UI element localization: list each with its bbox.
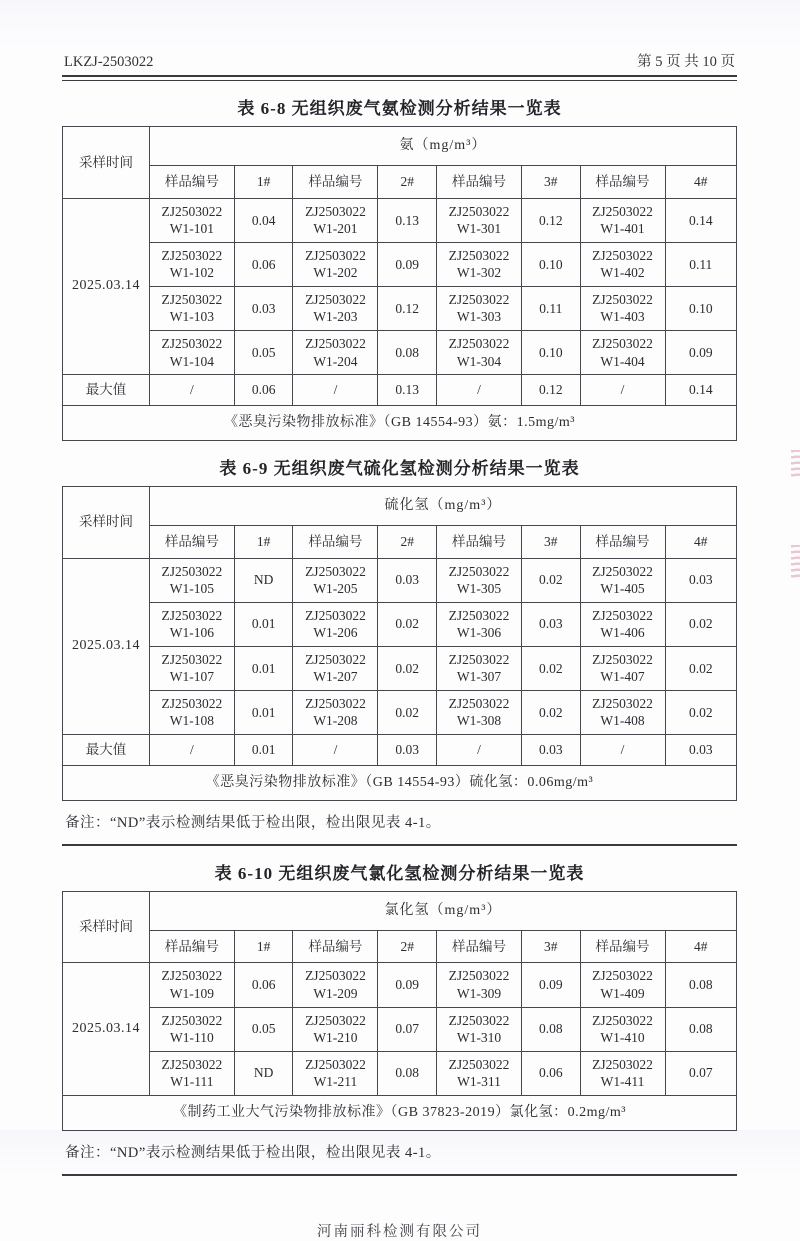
sample-id: ZJ2503022 W1-209 [293,963,378,1007]
result-value: 0.08 [378,331,437,375]
max-value: 0.03 [665,734,737,765]
table-6-9-title: 表 6-9 无组织废气硫化氢检测分析结果一览表 [219,458,580,478]
sample-id: ZJ2503022 W1-307 [437,646,522,690]
standard-limit-line: 《恶臭污染物排放标准》（GB 14554-93）硫化氢：0.06mg/m³ [63,765,737,800]
sample-id-header: 样品编号 [580,166,665,199]
sample-id: ZJ2503022 W1-406 [580,602,665,646]
sample-id: ZJ2503022 W1-310 [437,1007,522,1051]
max-value: 0.14 [665,375,737,406]
sampling-point-header: 3# [521,166,580,199]
sampling-point-header: 1# [234,166,293,199]
result-value: 0.05 [234,1007,293,1051]
sample-id: ZJ2503022 W1-301 [437,198,522,242]
sampling-time-header: 采样时间 [63,486,150,558]
sample-id: ZJ2503022 W1-407 [580,646,665,690]
sample-id: ZJ2503022 W1-402 [580,242,665,286]
result-value: 0.07 [378,1007,437,1051]
sample-id: ZJ2503022 W1-106 [149,602,234,646]
result-value: 0.01 [234,690,293,734]
result-value: 0.02 [378,690,437,734]
sampling-point-header: 2# [378,166,437,199]
sample-id: ZJ2503022 W1-410 [580,1007,665,1051]
sample-id: ZJ2503022 W1-404 [580,331,665,375]
table-6-10-title: 表 6-10 无组织废气氯化氢检测分析结果一览表 [214,863,585,883]
result-value: 0.01 [234,646,293,690]
red-stamp-bleed-mark [791,545,800,579]
result-value: 0.09 [665,331,737,375]
result-value: 0.12 [378,286,437,330]
sample-id: ZJ2503022 W1-305 [437,558,522,602]
max-value-slash: / [437,375,522,406]
sample-id: ZJ2503022 W1-202 [293,242,378,286]
red-stamp-bleed-mark [791,450,800,478]
sampling-time-header: 采样时间 [63,891,150,963]
result-value: 0.02 [665,602,737,646]
result-value: 0.04 [234,198,293,242]
result-value: 0.08 [378,1051,437,1095]
result-value: 0.10 [521,331,580,375]
standard-limit-line: 《恶臭污染物排放标准》（GB 14554-93）氨：1.5mg/m³ [63,405,737,440]
sample-id: ZJ2503022 W1-203 [293,286,378,330]
table-6-10-nd-note: 备注：“ND”表示检测结果低于检出限，检出限见表 4-1。 [62,1131,737,1176]
result-value: 0.02 [521,558,580,602]
sampling-point-header: 4# [665,526,737,559]
table-6-10 [62,891,737,1131]
sample-id-header: 样品编号 [149,166,234,199]
sample-id: ZJ2503022 W1-110 [149,1007,234,1051]
result-value: 0.13 [378,198,437,242]
sample-id: ZJ2503022 W1-405 [580,558,665,602]
result-value: ND [234,558,293,602]
sampling-date: 2025.03.14 [63,198,150,374]
result-value: 0.11 [665,242,737,286]
sampling-point-header: 1# [234,526,293,559]
result-value: 0.03 [378,558,437,602]
sample-id-header: 样品编号 [293,526,378,559]
max-value: 0.12 [521,375,580,406]
sampling-date: 2025.03.14 [63,558,150,734]
sample-id: ZJ2503022 W1-302 [437,242,522,286]
result-value: 0.02 [521,646,580,690]
sampling-time-header: 采样时间 [63,127,150,199]
result-value: 0.09 [378,963,437,1007]
sampling-point-header: 3# [521,526,580,559]
table-6-8 [62,126,737,441]
sample-id: ZJ2503022 W1-111 [149,1051,234,1095]
sample-id-header: 样品编号 [437,526,522,559]
result-value: 0.03 [234,286,293,330]
max-value-slash: / [149,734,234,765]
result-value: 0.05 [234,331,293,375]
max-value: 0.06 [234,375,293,406]
result-value: 0.02 [378,602,437,646]
max-value-slash: / [580,375,665,406]
result-value: 0.12 [521,198,580,242]
sample-id: ZJ2503022 W1-401 [580,198,665,242]
max-value: 0.03 [521,734,580,765]
sample-id-header: 样品编号 [580,930,665,963]
sample-id-header: 样品编号 [437,930,522,963]
sample-id: ZJ2503022 W1-403 [580,286,665,330]
sample-id: ZJ2503022 W1-409 [580,963,665,1007]
sample-id: ZJ2503022 W1-303 [437,286,522,330]
result-value: 0.02 [665,690,737,734]
table-6-9-nd-note: 备注：“ND”表示检测结果低于检出限，检出限见表 4-1。 [62,801,737,846]
result-value: 0.02 [665,646,737,690]
sample-id: ZJ2503022 W1-105 [149,558,234,602]
result-value: 0.08 [665,963,737,1007]
result-value: 0.09 [378,242,437,286]
max-value: 0.01 [234,734,293,765]
sample-id: ZJ2503022 W1-210 [293,1007,378,1051]
sample-id: ZJ2503022 W1-103 [149,286,234,330]
max-value-slash: / [437,734,522,765]
sample-id: ZJ2503022 W1-208 [293,690,378,734]
tables-container [62,94,737,1176]
sample-id: ZJ2503022 W1-205 [293,558,378,602]
sampling-point-header: 2# [378,930,437,963]
max-value: 0.03 [378,734,437,765]
sample-id: ZJ2503022 W1-107 [149,646,234,690]
sample-id-header: 样品编号 [149,526,234,559]
max-value-slash: / [149,375,234,406]
max-value-slash: / [293,375,378,406]
sample-id-header: 样品编号 [437,166,522,199]
table-6-8-title: 表 6-8 无组织废气氨检测分析结果一览表 [237,99,562,118]
result-value: 0.08 [665,1007,737,1051]
sample-id: ZJ2503022 W1-408 [580,690,665,734]
result-value: ND [234,1051,293,1095]
max-value-label: 最大值 [63,375,150,406]
sample-id: ZJ2503022 W1-304 [437,331,522,375]
page-header [62,50,737,75]
sample-id: ZJ2503022 W1-306 [437,602,522,646]
result-value: 0.06 [234,242,293,286]
max-value-slash: / [580,734,665,765]
result-value: 0.11 [521,286,580,330]
table-6-9 [62,486,737,801]
sample-id: ZJ2503022 W1-211 [293,1051,378,1095]
result-value: 0.02 [521,690,580,734]
result-value: 0.09 [521,963,580,1007]
sample-id: ZJ2503022 W1-201 [293,198,378,242]
sample-id: ZJ2503022 W1-308 [437,690,522,734]
sampling-point-header: 1# [234,930,293,963]
page-number-info: 第 5 页 共 10 页 [637,54,735,70]
doc-number: LKZJ-2503022 [64,54,154,70]
analyte-header: 硫化氢（mg/m³） [149,486,736,525]
sample-id: ZJ2503022 W1-411 [580,1051,665,1095]
result-value: 0.01 [234,602,293,646]
max-value-slash: / [293,734,378,765]
sample-id: ZJ2503022 W1-309 [437,963,522,1007]
header-double-rule [62,75,737,81]
sampling-point-header: 3# [521,930,580,963]
sample-id: ZJ2503022 W1-101 [149,198,234,242]
sample-id: ZJ2503022 W1-206 [293,602,378,646]
max-value-label: 最大值 [63,734,150,765]
sampling-point-header: 4# [665,166,737,199]
sampling-point-header: 4# [665,930,737,963]
result-value: 0.08 [521,1007,580,1051]
sample-id-header: 样品编号 [149,930,234,963]
sample-id: ZJ2503022 W1-104 [149,331,234,375]
sample-id-header: 样品编号 [580,526,665,559]
result-value: 0.06 [521,1051,580,1095]
result-value: 0.03 [665,558,737,602]
sample-id: ZJ2503022 W1-207 [293,646,378,690]
result-value: 0.10 [521,242,580,286]
standard-limit-line: 《制药工业大气污染物排放标准》（GB 37823-2019）氯化氢：0.2mg/m³ [63,1095,737,1130]
result-value: 0.10 [665,286,737,330]
company-footer: 河南丽科检测有限公司 [317,1223,482,1240]
result-value: 0.14 [665,198,737,242]
sample-id: ZJ2503022 W1-108 [149,690,234,734]
result-value: 0.07 [665,1051,737,1095]
max-value: 0.13 [378,375,437,406]
sample-id: ZJ2503022 W1-109 [149,963,234,1007]
sample-id: ZJ2503022 W1-204 [293,331,378,375]
sampling-date: 2025.03.14 [63,963,150,1095]
result-value: 0.02 [378,646,437,690]
analyte-header: 氯化氢（mg/m³） [149,891,736,930]
result-value: 0.06 [234,963,293,1007]
result-value: 0.03 [521,602,580,646]
analyte-header: 氨（mg/m³） [149,127,736,166]
sample-id: ZJ2503022 W1-102 [149,242,234,286]
sample-id: ZJ2503022 W1-311 [437,1051,522,1095]
sample-id-header: 样品编号 [293,166,378,199]
sampling-point-header: 2# [378,526,437,559]
sample-id-header: 样品编号 [293,930,378,963]
